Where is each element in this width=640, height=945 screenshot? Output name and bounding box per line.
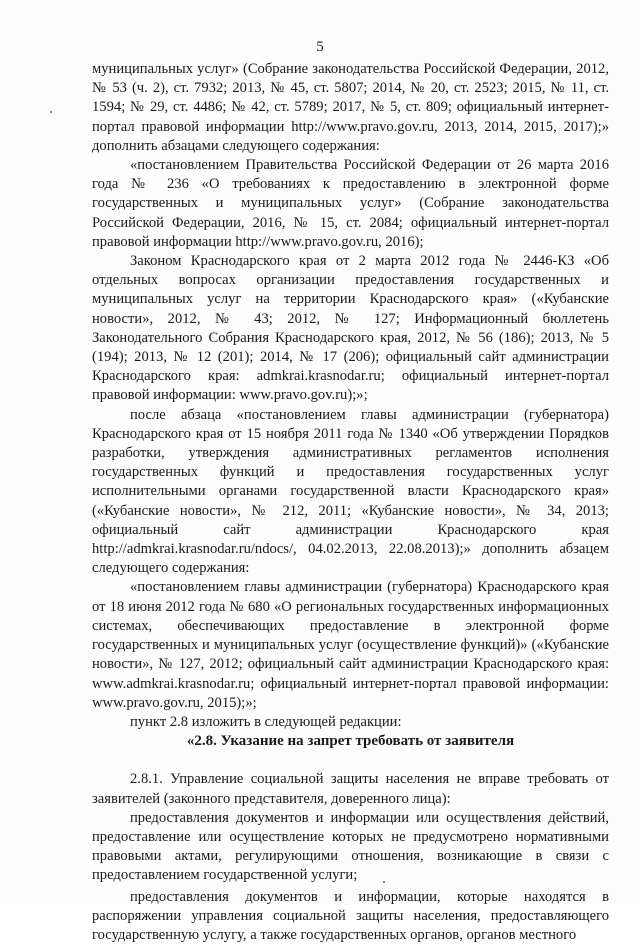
margin-speck <box>50 111 52 113</box>
paragraph-decree-236: «постановлением Правительства Российской Федерации от 26 марта 2016 года № 236 «О требованиях к предоставлению в электронной форме государственных и муниципальных услуг» (Собрание законодательства Российской Федерации, 2016, № 15, ст. 2084; официальный интернет-портал правовой информации http://www.pravo.gov.ru, 2016); <box>92 157 609 250</box>
paragraph-documents-info: предоставления документов и информации, которые находятся в распоряжении управления социальной защиты населения, предоставляющего государственную услугу, а также государственных органов, органов местного <box>92 888 609 943</box>
body-text <box>92 60 609 945</box>
section-heading: «2.8. Указание на запрет требовать от заявителя <box>186 733 515 750</box>
paragraph-decree-680: «постановлением главы администрации (губернатора) Краснодарского края от 18 июня 2012 года № 680 «О региональных государственных информационных системах, обеспечивающих предоставление в электронной форме государственных и муниципальных услуг (осуществление функций)» («Кубанские новости», № 127, 2012; официальный сайт администрации Краснодарского края: www.admkrai.krasnodar.ru; официальный интернет-портал правовой информации: www.pravo.gov.ru, 2015);»; <box>92 579 609 711</box>
paragraph-continuation: муниципальных услуг» (Собрание законодательства Российской Федерации, 2012, № 53 (ч. 2), ст. 7932; 2013, № 45, ст. 5807; 2014, № 20, ст. 2523; 2015, № 11, ст. 1594; № 29, ст. 4486; № 42, ст. 5789; 2017, № 5, ст. 809; официальный интернет-портал правовой информации http://www.pravo.gov.ru, 2013, 2014, 2015, 2017);» дополнить абзацами следующего содержания: <box>92 61 609 154</box>
paragraph-documents-actions: предоставления документов и информации или осуществления действий, предоставление или осуществление которых не предусмотрено нормативными правовыми актами, регулирующими отношения, возникающие в связи с предоставлением государственной услуги; <box>92 809 609 884</box>
paragraph-law-2446: Законом Краснодарского края от 2 марта 2012 года № 2446-КЗ «Об отдельных вопросах организации предоставления государственных и муниципальных услуг на территории Краснодарского края» («Кубанские новости», 2012, № 43; 2012, № 127; Информационный бюллетень Законодательного Собрания Краснодарского края, 2012, № 56 (186); 2013, № 5 (194); 2013, № 12 (201); 2014, № 17 (206); официальный сайт администрации Краснодарского края: admkrai.krasnodar.ru; официальный интернет-портал правовой информации: www.pravo.gov.ru);»; <box>92 253 609 404</box>
paragraph-clause-2-8: пункт 2.8 изложить в следующей редакции: <box>130 713 402 730</box>
paragraph-2-8-1: 2.8.1. Управление социальной защиты населения не вправе требовать от заявителей (законного представителя, доверенного лица): <box>92 771 609 807</box>
paragraph-after-1340: после абзаца «постановлением главы администрации (губернатора) Краснодарского края от 15 ноября 2011 года № 1340 «Об утверждении Порядков разработки, утверждения административных регламентов исполнения государственных функций и предоставления государственных услуг исполнительными органами государственной власти Краснодарского края» («Кубанские новости», № 212, 2011; «Кубанские новости», № 34, 2013; официальный сайт администрации Краснодарского края http://admkrai.krasnodar.ru/ndocs/, 04.02.2013, 22.08.2013);» дополнить абзацем следующего содержания: <box>92 406 609 577</box>
page-number: 5 <box>316 39 324 55</box>
